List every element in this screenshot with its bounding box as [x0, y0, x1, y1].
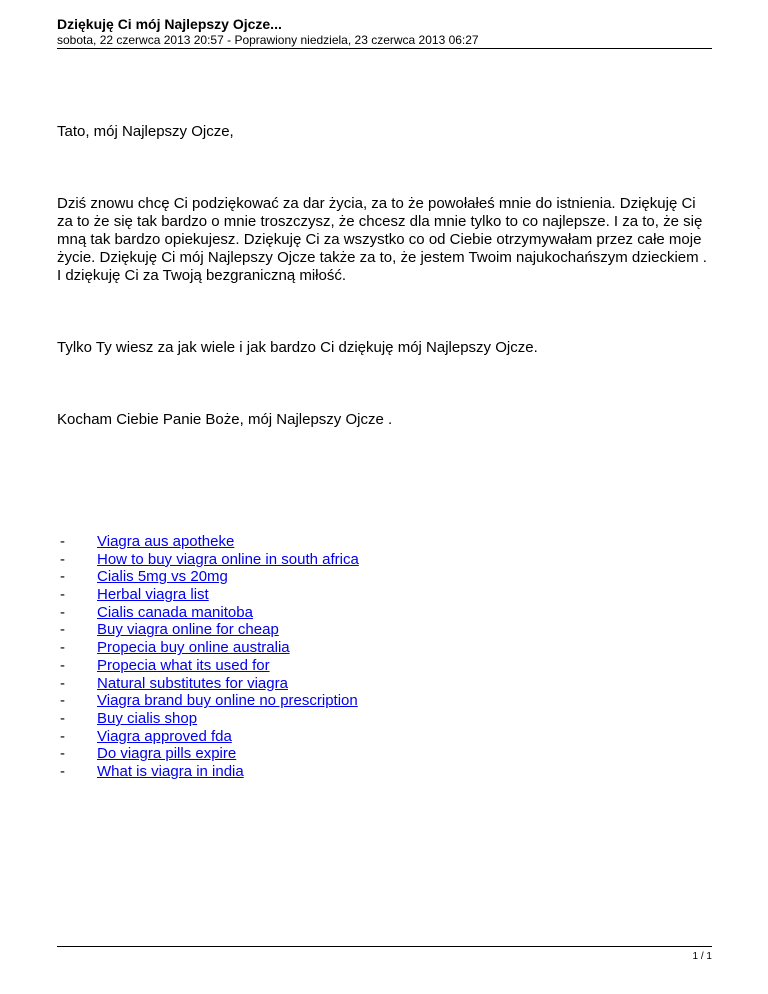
list-dash: - [60, 639, 65, 657]
list-item [57, 745, 712, 763]
list-item [57, 675, 712, 693]
link-item[interactable]: Herbal viagra list [97, 586, 209, 604]
closing-line-2: Kocham Ciebie Panie Boże, mój Najlepszy Ojcze . [57, 411, 393, 428]
list-item [57, 657, 712, 675]
footer-divider [57, 946, 712, 947]
list-item [57, 763, 712, 781]
list-dash: - [60, 745, 65, 763]
link-item[interactable]: How to buy viagra online in south africa [97, 550, 359, 568]
link-item[interactable]: Cialis 5mg vs 20mg [97, 568, 228, 586]
thanks-paragraph: Dziś znowu chcę Ci podziękować za dar życia, za to że powołałeś mnie do istnienia. Dziękuję Ci za to że się tak bardzo o mnie troszczysz, że chcesz dla mnie tylko to co najlepsze. I za to, że się mną tak bardzo opiekujesz. Dziękuję Ci za wszystko co od Ciebie otrzymywałam przez całe moje życie. Dziękuję Ci mój Najlepszy Ojcze także za to, że jestem Twoim najukochańszym dzieckiem . I dziękuję Ci za Twoją bezgraniczną miłość. [57, 195, 707, 284]
list-item [57, 533, 712, 551]
list-dash: - [60, 709, 65, 727]
link-item[interactable]: Buy cialis shop [97, 709, 198, 727]
list-dash: - [60, 568, 65, 586]
list-dash: - [60, 692, 65, 710]
list-item [57, 604, 712, 622]
link-list [57, 533, 712, 781]
header-divider [57, 48, 712, 49]
list-dash: - [60, 603, 65, 621]
page-header [57, 16, 712, 47]
list-item [57, 568, 712, 586]
link-item[interactable]: Natural substitutes for viagra [97, 674, 288, 692]
link-item[interactable]: Viagra approved fda [97, 727, 232, 745]
list-item [57, 692, 712, 710]
list-dash: - [60, 727, 65, 745]
document-title: Dziękuję Ci mój Najlepszy Ojcze... [57, 16, 282, 32]
list-dash: - [60, 674, 65, 692]
list-dash: - [60, 533, 65, 550]
closing-line-1: Tylko Ty wiesz za jak wiele i jak bardzo Ci dziękuję mój Najlepszy Ojcze. [57, 339, 538, 356]
link-item[interactable]: Cialis canada manitoba [97, 603, 253, 621]
greeting-line: Tato, mój Najlepszy Ojcze, [57, 123, 234, 140]
list-dash: - [60, 762, 65, 780]
list-item [57, 639, 712, 657]
link-item[interactable]: Propecia what its used for [97, 656, 270, 674]
list-item [57, 551, 712, 569]
list-dash: - [60, 550, 65, 568]
list-dash: - [60, 656, 65, 674]
link-item[interactable]: Viagra brand buy online no prescription [97, 692, 358, 710]
list-item [57, 621, 712, 639]
link-item[interactable]: Buy viagra online for cheap [97, 621, 279, 639]
list-dash: - [60, 586, 65, 604]
link-item[interactable]: Do viagra pills expire [97, 745, 237, 763]
link-item[interactable]: Viagra aus apotheke [97, 533, 235, 550]
list-item [57, 586, 712, 604]
list-item [57, 710, 712, 728]
list-item [57, 728, 712, 746]
link-item[interactable]: What is viagra in india [97, 762, 244, 780]
list-dash: - [60, 621, 65, 639]
page-number: 1 / 1 [692, 951, 712, 962]
document-date-line: sobota, 22 czerwca 2013 20:57 - Poprawiony niedziela, 23 czerwca 2013 06:27 [57, 33, 479, 47]
link-item[interactable]: Propecia buy online australia [97, 639, 290, 657]
